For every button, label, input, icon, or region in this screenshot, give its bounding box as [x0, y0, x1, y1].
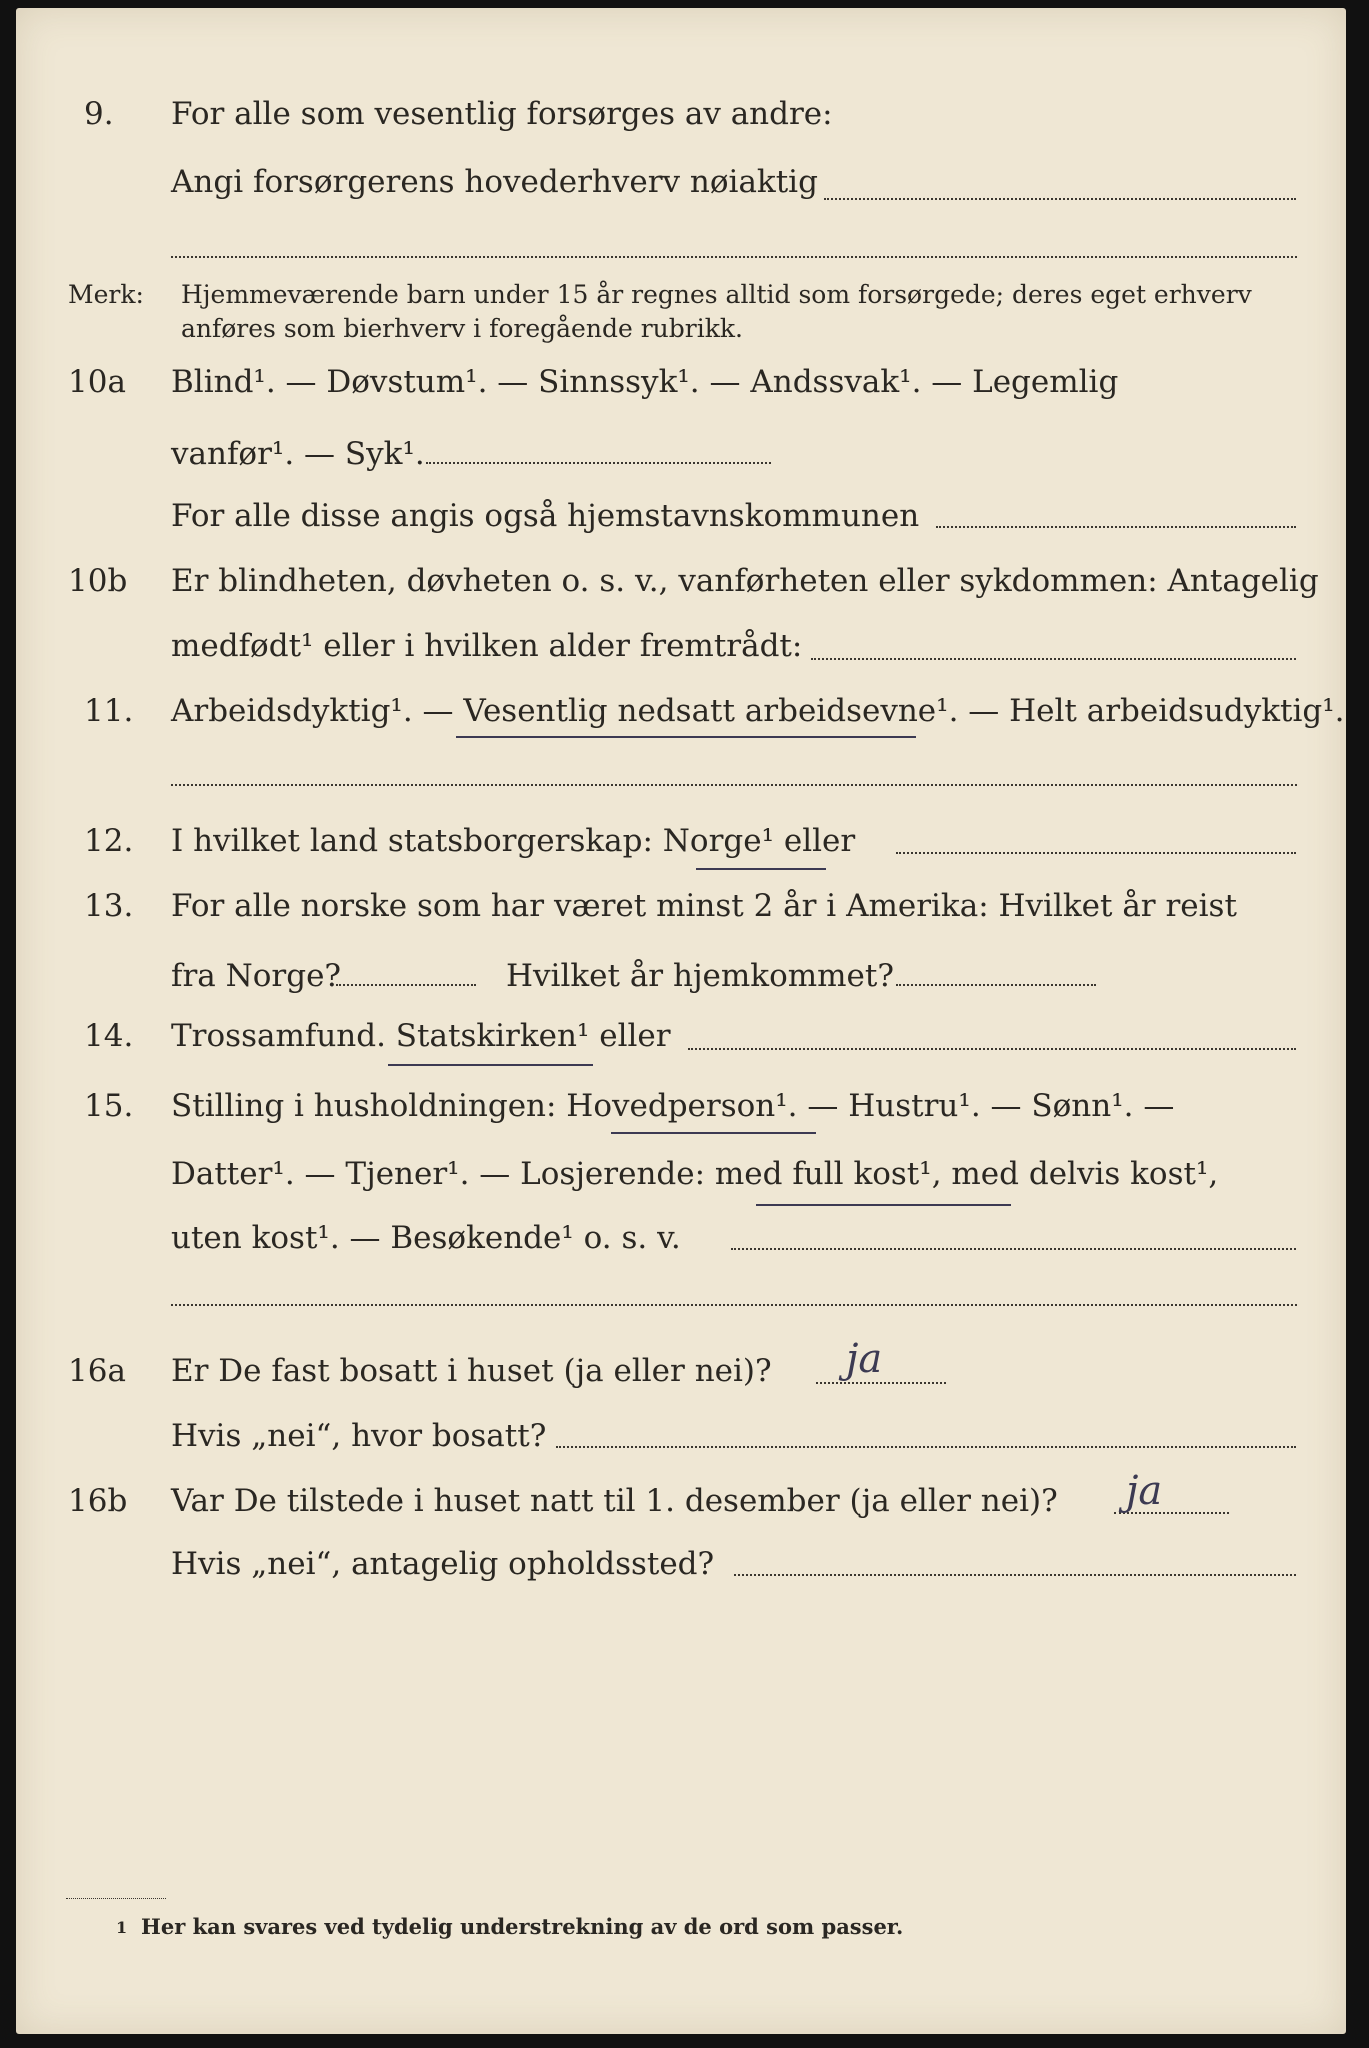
q11-underline-mark	[456, 736, 916, 738]
q10b-line2: medfødt¹ eller i hvilken alder fremtrådt:	[171, 628, 803, 664]
merk-line1: Hjemmeværende barn under 15 år regnes alltid som forsørgede; deres eget erhverv	[181, 280, 1252, 309]
q11-number: 11.	[84, 693, 134, 729]
q9-answer-line[interactable]	[824, 198, 1296, 200]
q10a-number: 10a	[68, 364, 126, 400]
q16a-handwritten-answer: ja	[846, 1336, 883, 1382]
q15-line3: uten kost¹. — Besøkende¹ o. s. v.	[171, 1220, 681, 1256]
q9-line1: For alle som vesentlig forsørges av andre:	[171, 96, 833, 132]
merk-line2: anføres som bierhverv i foregående rubrikk.	[181, 314, 743, 343]
footnote-text: Her kan svares ved tydelig understrekning av de ord som passer.	[141, 1914, 904, 1939]
q15-number: 15.	[84, 1088, 134, 1124]
q10a-line1: Blind¹. — Døvstum¹. — Sinnssyk¹. — Andssvak¹. — Legemlig	[171, 364, 1119, 400]
q15-answer-line[interactable]	[731, 1248, 1296, 1250]
q13-line2a: fra Norge?	[171, 958, 342, 994]
q16a-number: 16a	[68, 1353, 126, 1389]
q16b-handwritten-answer: ja	[1126, 1468, 1163, 1514]
q15-extra-line[interactable]	[171, 1304, 1297, 1306]
q16b-opholdssted-line[interactable]	[734, 1574, 1296, 1576]
q16b-line1: Var De tilstede i huset natt til 1. desember (ja eller nei)?	[171, 1483, 1058, 1519]
footnote-mark: 1	[116, 1918, 128, 1937]
q12-number: 12.	[84, 823, 134, 859]
q10a-line3: For alle disse angis også hjemstavnskommunen	[171, 498, 920, 534]
q11-line1: Arbeidsdyktig¹. — Vesentlig nedsatt arbeidsevne¹. — Helt arbeidsudyktig¹.	[171, 693, 1345, 729]
q15-line1: Stilling i husholdningen: Hovedperson¹. — Hustru¹. — Sønn¹. —	[171, 1088, 1175, 1124]
q13-line2b: Hvilket år hjemkommet?	[506, 958, 894, 994]
q12-answer-line[interactable]	[896, 852, 1296, 854]
q10a-hjemstavn-line[interactable]	[936, 526, 1296, 528]
q10a-line2: vanfør¹. — Syk¹.	[171, 436, 425, 472]
q13-number: 13.	[84, 888, 134, 924]
merk-label: Merk:	[68, 280, 144, 309]
footnote-rule	[66, 1898, 166, 1899]
q16b-number: 16b	[68, 1483, 128, 1519]
q15-hovedperson-mark	[611, 1132, 816, 1134]
q10a-syk-line[interactable]	[426, 462, 771, 464]
q16a-answer-line[interactable]	[816, 1382, 946, 1384]
q16a-bosatt-line[interactable]	[556, 1446, 1296, 1448]
q16b-line2: Hvis „nei“, antagelig opholdssted?	[171, 1546, 715, 1582]
q13-reist-line[interactable]	[336, 984, 476, 986]
q16a-line2: Hvis „nei“, hvor bosatt?	[171, 1418, 547, 1454]
q9-line2: Angi forsørgerens hovederhverv nøiaktig	[171, 164, 818, 200]
q14-line1: Trossamfund. Statskirken¹ eller	[171, 1018, 671, 1054]
q14-answer-line[interactable]	[688, 1048, 1296, 1050]
q12-line1: I hvilket land statsborgerskap: Norge¹ eller	[171, 823, 856, 859]
q16a-line1: Er De fast bosatt i huset (ja eller nei)?	[171, 1353, 772, 1389]
q10b-number: 10b	[68, 563, 128, 599]
q12-underline-mark	[696, 868, 826, 870]
q11-extra-line[interactable]	[171, 784, 1297, 786]
q14-underline-mark	[388, 1064, 593, 1066]
q13-hjemkommet-line[interactable]	[896, 984, 1096, 986]
q14-number: 14.	[84, 1018, 134, 1054]
census-form-page	[16, 8, 1346, 2034]
q15-fullkost-mark	[756, 1204, 1011, 1206]
q9-extra-line[interactable]	[171, 256, 1297, 258]
q9-number: 9.	[84, 96, 114, 132]
q15-line2: Datter¹. — Tjener¹. — Losjerende: med full kost¹, med delvis kost¹,	[171, 1156, 1219, 1192]
q13-line1: For alle norske som har været minst 2 år i Amerika: Hvilket år reist	[171, 888, 1237, 924]
q10b-answer-line[interactable]	[811, 658, 1296, 660]
q10b-line1: Er blindheten, døvheten o. s. v., vanførheten eller sykdommen: Antagelig	[171, 563, 1319, 599]
